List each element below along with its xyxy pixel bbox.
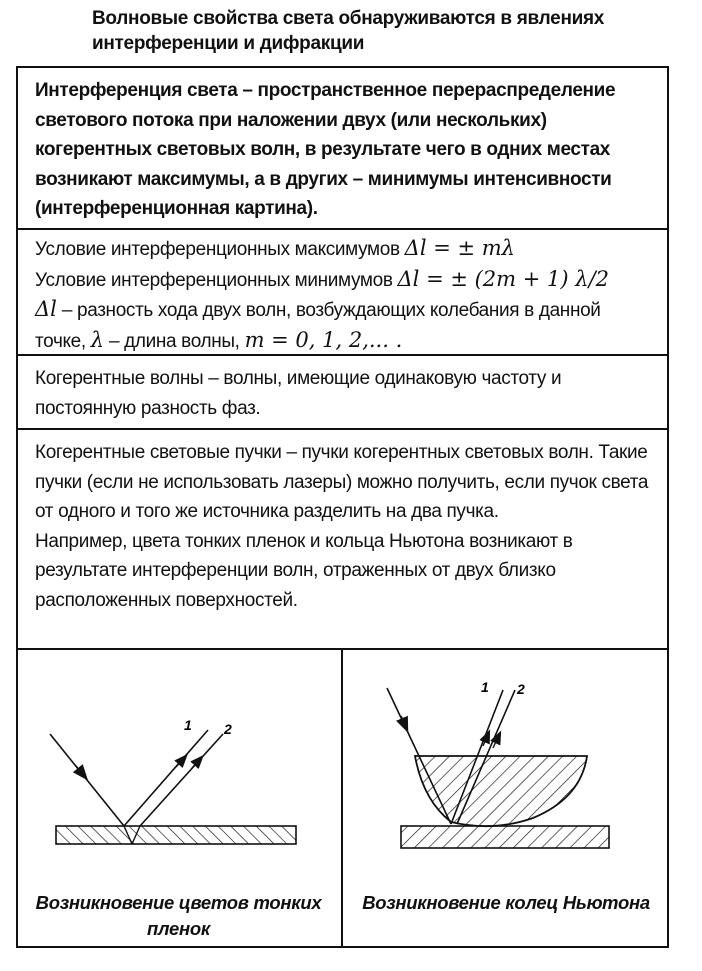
- interference-text: Интерференция света – пространственное перераспределение светового потока при наложении двух (или нескольких) когерентных световых волн, в результате чего в одних местах возникают максимумы, а в других – минимумы интенсивности (интерференционная картина).: [35, 80, 616, 219]
- ray-label-2: 2: [224, 721, 232, 737]
- thin-film-diagram: [16, 650, 343, 890]
- max-condition-label: Условие интерференционных максимумов: [35, 239, 400, 260]
- delta-text: – разность хода двух волн, возбуждающих колебания в данной точке,: [35, 300, 601, 352]
- newton-rings-caption: Возникновение колец Ньютона: [362, 892, 650, 913]
- thin-film-plate: [56, 826, 296, 844]
- glass-plate: [401, 826, 609, 848]
- newton-rings-figure: [343, 650, 669, 948]
- coherent-waves-text: Когерентные волны – волны, имеющие одинаковую частоту и постоянную разность фаз.: [35, 368, 562, 419]
- symbols-explanation: [35, 295, 651, 356]
- min-condition: [35, 265, 651, 296]
- lambda-text: – длина волны,: [109, 330, 240, 352]
- max-condition-formula: Δl = ± mλ: [404, 236, 515, 260]
- reflected-ray-1: [124, 730, 208, 826]
- reflected-ray-2: [140, 734, 223, 826]
- coherent-waves-definition: [16, 356, 669, 428]
- incident-ray: [50, 734, 124, 826]
- thin-film-figure: [16, 650, 343, 948]
- newton-rings-diagram: [343, 650, 669, 890]
- lambda-symbol: λ: [90, 327, 105, 352]
- plano-convex-lens: [415, 756, 587, 826]
- interference-definition: [16, 68, 669, 228]
- ray-label-2: 2: [517, 681, 525, 697]
- ray-label-1: 1: [481, 679, 489, 695]
- interference-conditions: [16, 230, 669, 354]
- delta-symbol: Δl: [35, 297, 57, 321]
- page-title: Волновые свойства света обнаруживаются в явлениях интерференции и дифракции: [92, 8, 605, 54]
- min-condition-formula: Δl = ± (2m + 1) λ/2: [397, 266, 610, 291]
- ray-label-1: 1: [184, 717, 192, 733]
- max-condition: [35, 234, 651, 265]
- coherent-beams-text: Когерентные световые пучки – пучки когерентных световых волн. Такие пучки (если не использовать лазеры) можно получить, если пучок света от одного и того же источника разделить на два пучка.: [35, 442, 649, 522]
- thin-film-caption: Возникновение цветов тонких пленок: [35, 892, 322, 939]
- coherent-beams-example: Например, цвета тонких пленок и кольца Ньютона возникают в результате интерференции волн, отраженных от двух близко расположенных поверхностей.: [35, 530, 573, 611]
- m-formula: m = 0, 1, 2,... .: [244, 327, 403, 352]
- min-condition-label: Условие интерференционных минимумов: [35, 269, 393, 291]
- coherent-beams-definition: [16, 430, 669, 648]
